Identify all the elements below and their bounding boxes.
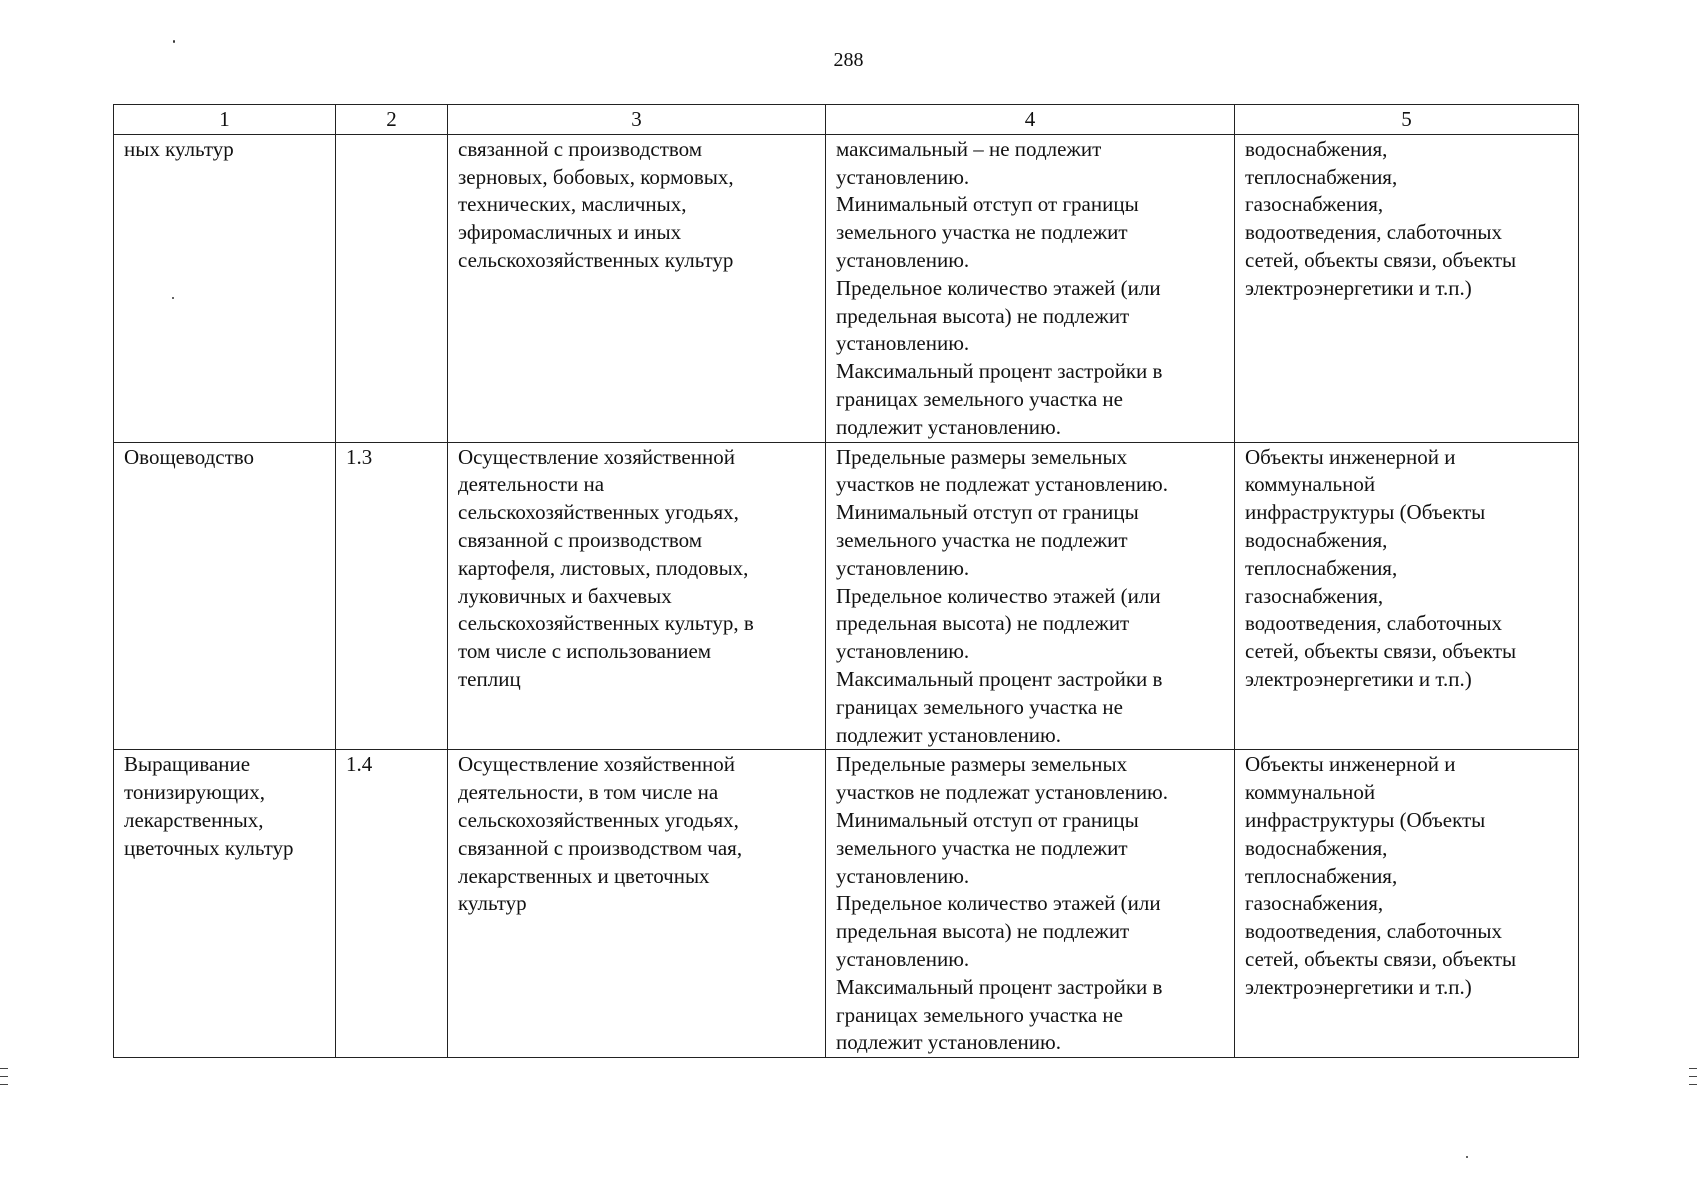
limit-parameters-line: Минимальный отступ от границы <box>836 192 1139 217</box>
limit-parameters-line: Максимальный процент застройки в <box>836 974 1163 999</box>
auxiliary-objects-line: теплоснабжения, <box>1245 863 1398 888</box>
limit-parameters-line: Максимальный процент застройки в <box>836 359 1163 384</box>
use-type-name-line: лекарственных, <box>124 807 264 832</box>
limit-parameters-line: подлежит установлению. <box>836 1030 1061 1055</box>
use-type-description-line: Осуществление хозяйственной <box>458 444 735 469</box>
limit-parameters-line: предельная высота) не подлежит <box>836 303 1130 328</box>
limit-parameters-line: Минимальный отступ от границы <box>836 500 1139 525</box>
limit-parameters-line: Предельное количество этажей (или <box>836 891 1161 916</box>
use-type-description-line: сельскохозяйственных культур, в <box>458 611 754 636</box>
column-header-1: 1 <box>114 105 336 135</box>
limit-parameters-line: установлению. <box>836 164 970 189</box>
auxiliary-objects-line: водоотведения, слаботочных <box>1245 611 1503 636</box>
auxiliary-objects-line: Объекты инженерной и <box>1245 444 1456 469</box>
limit-parameters-line: участков не подлежат установлению. <box>836 780 1168 805</box>
auxiliary-objects-line: газоснабжения, <box>1245 583 1384 608</box>
use-type-description-line: картофеля, листовых, плодовых, <box>458 555 749 580</box>
auxiliary-objects-line: коммунальной <box>1245 472 1376 497</box>
use-type-name-line: ных культур <box>124 136 234 161</box>
limit-parameters-line: установлению. <box>836 639 970 664</box>
limit-parameters-line: предельная высота) не подлежит <box>836 919 1130 944</box>
limit-parameters-line: Максимальный процент застройки в <box>836 666 1163 691</box>
use-type-code-cell <box>336 134 448 442</box>
use-type-description-cell <box>448 442 826 750</box>
auxiliary-objects-line: сетей, объекты связи, объекты <box>1245 247 1517 272</box>
auxiliary-objects-line: водоснабжения, <box>1245 835 1388 860</box>
auxiliary-objects-line: инфраструктуры (Объекты <box>1245 500 1486 525</box>
limit-parameters-line: предельная высота) не подлежит <box>836 611 1130 636</box>
table-header-row <box>114 105 1579 135</box>
auxiliary-objects-line: коммунальной <box>1245 780 1376 805</box>
auxiliary-objects-line: водоснабжения, <box>1245 136 1388 161</box>
auxiliary-objects-cell <box>1235 750 1579 1058</box>
limit-parameters-line: Минимальный отступ от границы <box>836 807 1139 832</box>
use-type-code-cell: 1.3 <box>336 442 448 750</box>
use-type-description-line: деятельности, в том числе на <box>458 780 719 805</box>
use-type-description-line: том числе с использованием <box>458 639 712 664</box>
scan-edge-mark <box>1689 1076 1697 1077</box>
limit-parameters-line: максимальный – не подлежит <box>836 136 1102 161</box>
use-type-description-line: сельскохозяйственных культур <box>458 247 734 272</box>
use-type-description-cell <box>448 134 826 442</box>
auxiliary-objects-line: сетей, объекты связи, объекты <box>1245 946 1517 971</box>
auxiliary-objects-line: газоснабжения, <box>1245 192 1384 217</box>
auxiliary-objects-line: водоотведения, слаботочных <box>1245 220 1503 245</box>
limit-parameters-line: подлежит установлению. <box>836 414 1061 439</box>
use-type-description-line: луковичных и бахчевых <box>458 583 672 608</box>
use-type-description-line: Осуществление хозяйственной <box>458 752 735 777</box>
use-type-description-line: лекарственных и цветочных <box>458 863 710 888</box>
auxiliary-objects-line: инфраструктуры (Объекты <box>1245 807 1486 832</box>
auxiliary-objects-line: электроэнергетики и т.п.) <box>1245 974 1472 999</box>
limit-parameters-line: земельного участка не подлежит <box>836 220 1128 245</box>
use-type-description-line: связанной с производством <box>458 527 703 552</box>
limit-parameters-line: подлежит установлению. <box>836 722 1061 747</box>
limit-parameters-line: установлению. <box>836 863 970 888</box>
limit-parameters-line: установлению. <box>836 247 970 272</box>
limit-parameters-line: земельного участка не подлежит <box>836 835 1128 860</box>
use-type-name-line: тонизирующих, <box>124 780 265 805</box>
limit-parameters-line: установлению. <box>836 331 970 356</box>
column-header-4: 4 <box>826 105 1235 135</box>
scan-edge-mark <box>0 1084 8 1085</box>
limit-parameters-line: участков не подлежат установлению. <box>836 472 1168 497</box>
use-type-description-line: связанной с производством чая, <box>458 835 743 860</box>
use-type-description-line: технических, масличных, <box>458 192 687 217</box>
limit-parameters-line: Предельное количество этажей (или <box>836 275 1161 300</box>
limit-parameters-line: земельного участка не подлежит <box>836 527 1128 552</box>
limit-parameters-line: границах земельного участка не <box>836 694 1123 719</box>
limit-parameters-line: границах земельного участка не <box>836 1002 1123 1027</box>
use-type-name-cell <box>114 134 336 442</box>
scan-speck <box>172 297 174 299</box>
use-type-name-cell <box>114 442 336 750</box>
limit-parameters-cell <box>826 750 1235 1058</box>
auxiliary-objects-line: газоснабжения, <box>1245 891 1384 916</box>
use-type-description-line: деятельности на <box>458 472 605 497</box>
scan-edge-mark <box>0 1068 8 1069</box>
scan-speck <box>173 40 175 43</box>
table-row <box>114 442 1579 750</box>
column-header-2: 2 <box>336 105 448 135</box>
use-type-description-line: эфиромасличных и иных <box>458 220 682 245</box>
use-type-description-line: сельскохозяйственных угодьях, <box>458 807 739 832</box>
limit-parameters-cell <box>826 442 1235 750</box>
page-number: 288 <box>833 49 864 71</box>
use-type-name-line: Выращивание <box>124 752 251 777</box>
use-type-description-line: теплиц <box>458 666 521 691</box>
auxiliary-objects-line: теплоснабжения, <box>1245 555 1398 580</box>
auxiliary-objects-line: электроэнергетики и т.п.) <box>1245 275 1472 300</box>
use-type-name-line: цветочных культур <box>124 835 294 860</box>
use-type-description-cell <box>448 750 826 1058</box>
scan-edge-mark <box>1689 1084 1697 1085</box>
auxiliary-objects-line: водоотведения, слаботочных <box>1245 919 1503 944</box>
limit-parameters-line: Предельное количество этажей (или <box>836 583 1161 608</box>
auxiliary-objects-cell <box>1235 134 1579 442</box>
auxiliary-objects-line: теплоснабжения, <box>1245 164 1398 189</box>
column-header-5: 5 <box>1235 105 1579 135</box>
limit-parameters-line: Предельные размеры земельных <box>836 444 1128 469</box>
scan-edge-mark <box>0 1076 8 1077</box>
scan-speck <box>1466 1156 1468 1158</box>
limit-parameters-line: установлению. <box>836 946 970 971</box>
use-type-description-line: сельскохозяйственных угодьях, <box>458 500 739 525</box>
limit-parameters-cell <box>826 134 1235 442</box>
limit-parameters-line: Предельные размеры земельных <box>836 752 1128 777</box>
column-header-3: 3 <box>448 105 826 135</box>
auxiliary-objects-cell <box>1235 442 1579 750</box>
table-row <box>114 134 1579 442</box>
use-type-description-line: культур <box>458 891 527 916</box>
table-row <box>114 750 1579 1058</box>
scan-edge-mark <box>1689 1068 1697 1069</box>
table-body <box>114 134 1579 1057</box>
use-type-name-cell <box>114 750 336 1058</box>
use-type-code-cell: 1.4 <box>336 750 448 1058</box>
auxiliary-objects-line: Объекты инженерной и <box>1245 752 1456 777</box>
use-type-name-line: Овощеводство <box>124 444 255 469</box>
auxiliary-objects-line: сетей, объекты связи, объекты <box>1245 639 1517 664</box>
land-use-table <box>113 104 1579 1058</box>
limit-parameters-line: границах земельного участка не <box>836 386 1123 411</box>
auxiliary-objects-line: электроэнергетики и т.п.) <box>1245 666 1472 691</box>
use-type-description-line: связанной с производством <box>458 136 703 161</box>
auxiliary-objects-line: водоснабжения, <box>1245 527 1388 552</box>
limit-parameters-line: установлению. <box>836 555 970 580</box>
use-type-description-line: зерновых, бобовых, кормовых, <box>458 164 734 189</box>
